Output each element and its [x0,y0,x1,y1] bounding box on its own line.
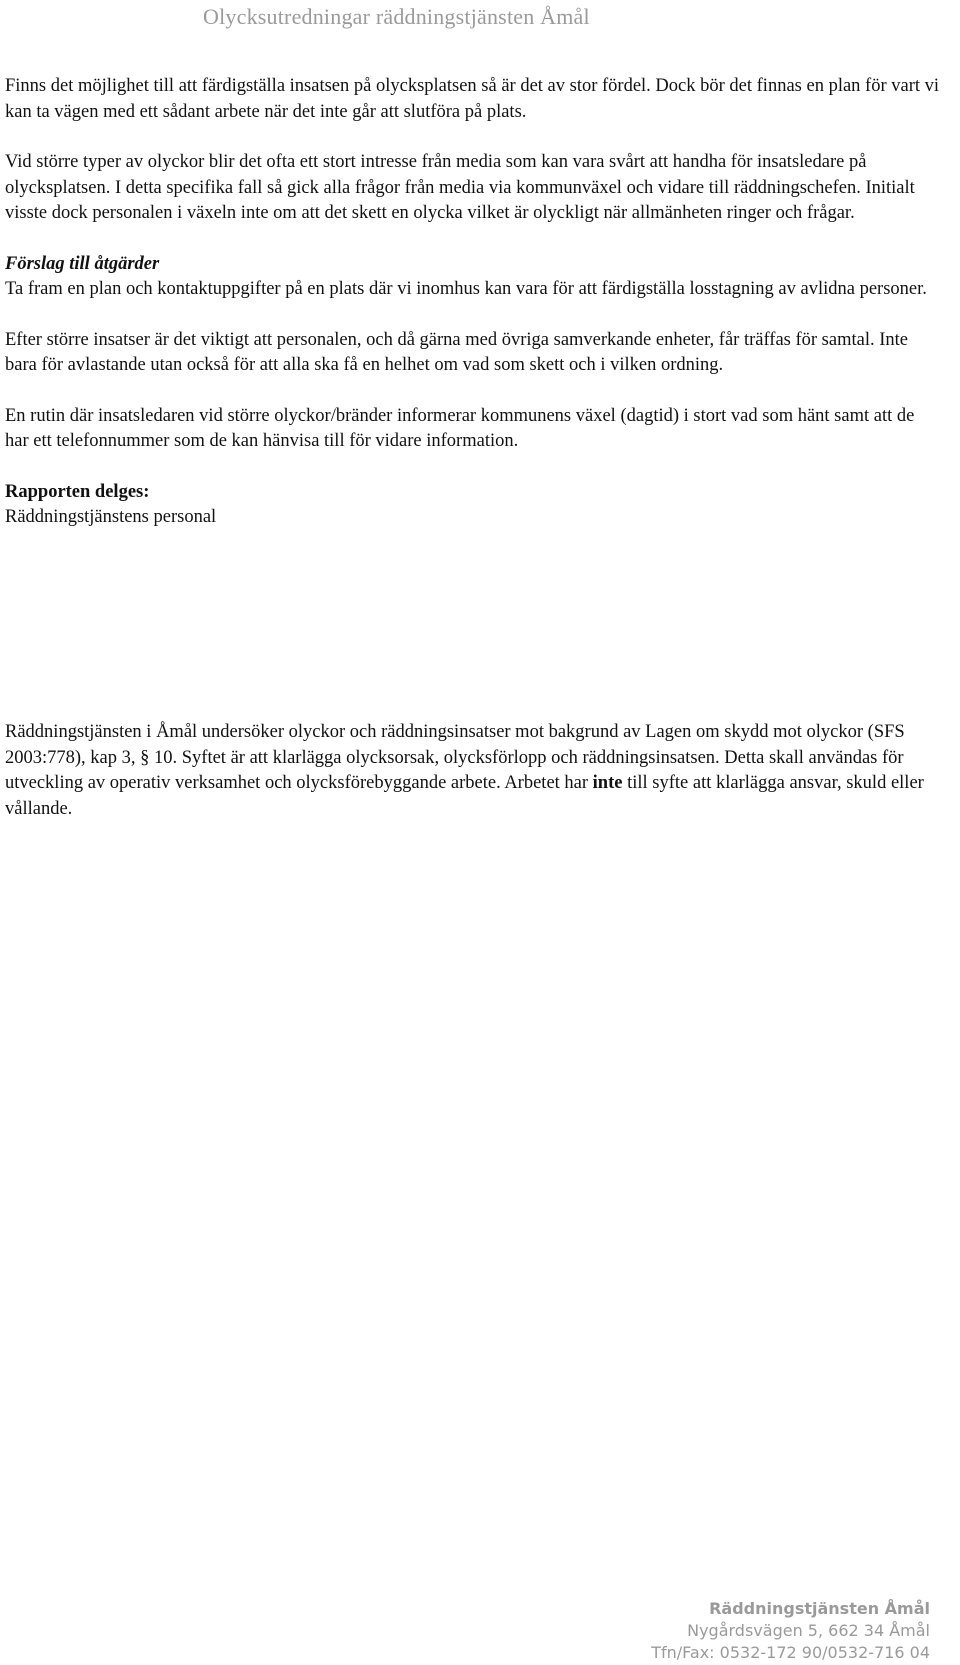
proposals-heading: Förslag till åtgärder [5,253,160,274]
proposals-section [5,252,940,303]
distribution-recipient: Räddningstjänstens personal [5,507,217,527]
footer-address: Nygårdsvägen 5, 662 34 Åmål [687,1621,930,1640]
proposal-item: Efter större insatser är det viktigt att personalen, och då gärna med övriga samverkande enheter, får träffas för samtal. Inte bara för avlastande utan också för att alla ska få en helhet om vad som skett och i vilken ordning. [5,329,908,375]
page-footer [651,1598,930,1664]
distribution-heading: Rapporten delges: [5,481,150,502]
paragraph-completion: Finns det möjlighet till att färdigställa insatsen på olycksplatsen så är det av stor fördel. Dock bör det finnas en plan för vart vi kan ta vägen med ett sådant arbete när det inte går att slutföra på plats. [5,76,940,122]
footer-phone: Tfn/Fax: 0532-172 90/0532-716 04 [651,1643,930,1662]
proposal-item: En rutin där insatsledaren vid större olyckor/bränder informerar kommunens växel (dagtid) i stort vad som hänt samt att de har ett telefonnummer som de kan hänvisa till för vidare information. [5,405,915,451]
page-header-title: Olycksutredningar räddningstjänsten Åmål [203,4,590,29]
footer-organization: Räddningstjänsten Åmål [709,1599,930,1618]
legal-disclaimer [5,720,940,822]
report-body [5,74,940,556]
distribution-section [5,480,940,531]
disclaimer-emphasis: inte [592,773,623,793]
paragraph-media: Vid större typer av olyckor blir det ofta ett stort intresse från media som kan vara svårt att handha för insatsledare på olycksplatsen. I detta specifika fall så gick alla frågor från media via kommunväxel och vidare till räddningschefen. Initialt visste dock personalen i växeln inte om att det skett en olycka vilket är olyckligt när allmänheten ringer och frågar. [5,152,915,223]
disclaimer-text: Räddningstjänsten i Åmål undersöker olyckor och räddningsinsatser mot bakgrund av Lagen om skydd mot olyckor (SFS 2003:778), kap 3, § 10. Syftet är att klarlägga olycksorsak, olycksförlopp och räddningsinsatsen. Detta skall användas för utveckling av operativ verksamhet och olycksförebyggande arbete. Arbetet har [5,722,905,793]
disclaimer-text-end: till syfte att klarlägga ansvar, skuld eller vållande. [5,773,924,819]
proposal-item: Ta fram en plan och kontaktuppgifter på en plats där vi inomhus kan vara för att färdigställa losstagning av avlidna personer. [5,279,927,299]
